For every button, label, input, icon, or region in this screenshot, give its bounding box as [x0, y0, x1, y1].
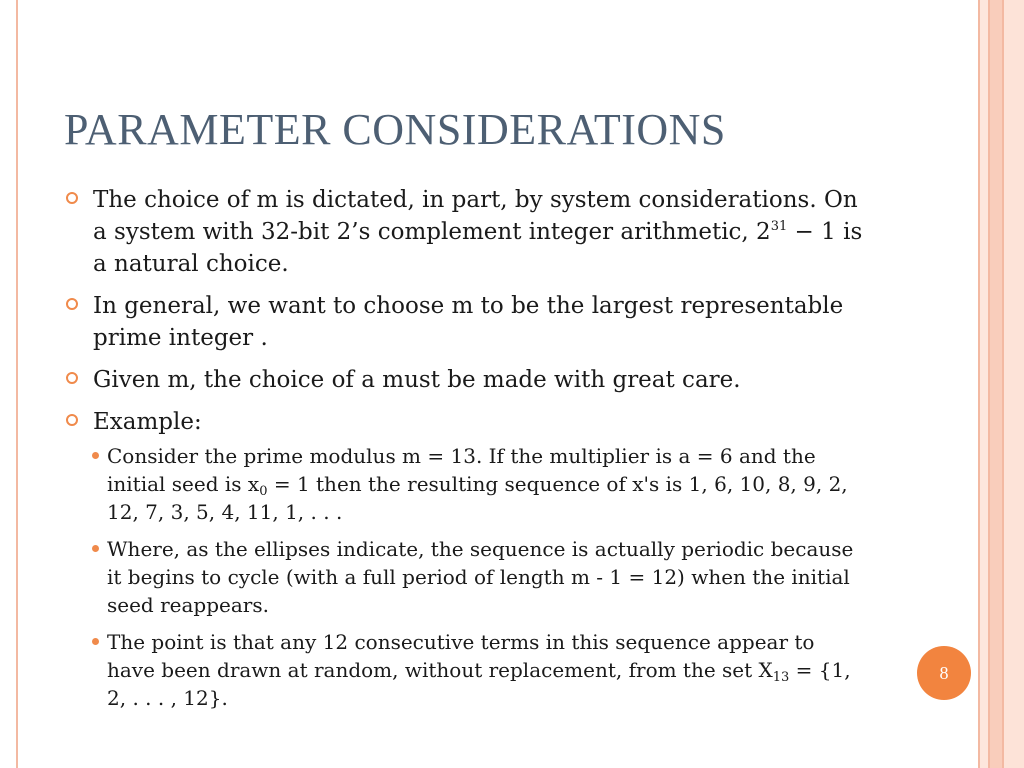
left-border-line: [16, 0, 18, 768]
dot-bullet-icon: [92, 545, 99, 552]
sub-bullet-text: The point is that any 12 consecutive terms in this sequence appear to have been drawn at random, without replacement, from the set $X_{13} = \{1$, 2, . . . , 12}.: [107, 630, 851, 710]
bullet-text: Example:: [93, 409, 202, 435]
ring-bullet-icon: [66, 192, 78, 204]
stripe: [990, 0, 1002, 768]
sub-bullet-text: Where, as the ellipses indicate, the sequence is actually periodic because it begins to cycle (with a full period of length m - 1 = 12) when the initial seed reappears.: [107, 537, 854, 617]
decorative-right-stripes: [978, 0, 1024, 768]
ring-bullet-icon: [66, 372, 78, 384]
slide-content: [66, 184, 866, 721]
bullet-text: In general, we want to choose m to be the largest representable prime integer .: [93, 293, 844, 351]
bullet-item: [66, 364, 866, 396]
sub-bullet-item: [66, 628, 866, 712]
stripe: [980, 0, 988, 768]
sub-bullet-text: Consider the prime modulus m = 13. If the multiplier is a = 6 and the initial seed is $x_0 = 1$ then the resulting sequence of x's is 1, 6, 10, 8, 9, 2, 12, 7, 3, 5, 4, 11, 1, . . .: [107, 444, 848, 524]
page-number-badge: 8: [917, 646, 971, 700]
bullet-text: The choice of m is dictated, in part, by system considerations. On a system with 32-bit 2’s complement integer arithmetic, $2^{31} - 1$ is a natural choice.: [93, 187, 863, 277]
stripe: [1004, 0, 1024, 768]
ring-bullet-icon: [66, 298, 78, 310]
bullet-text: Given m, the choice of a must be made with great care.: [93, 367, 741, 393]
sub-bullet-item: [66, 442, 866, 526]
dot-bullet-icon: [92, 638, 99, 645]
bullet-item: [66, 184, 866, 280]
bullet-item: [66, 406, 866, 438]
ring-bullet-icon: [66, 414, 78, 426]
bullet-item: [66, 290, 866, 354]
slide-title: PARAMETER CONSIDERATIONS: [64, 105, 726, 154]
sub-bullet-item: [66, 535, 866, 619]
dot-bullet-icon: [92, 452, 99, 459]
